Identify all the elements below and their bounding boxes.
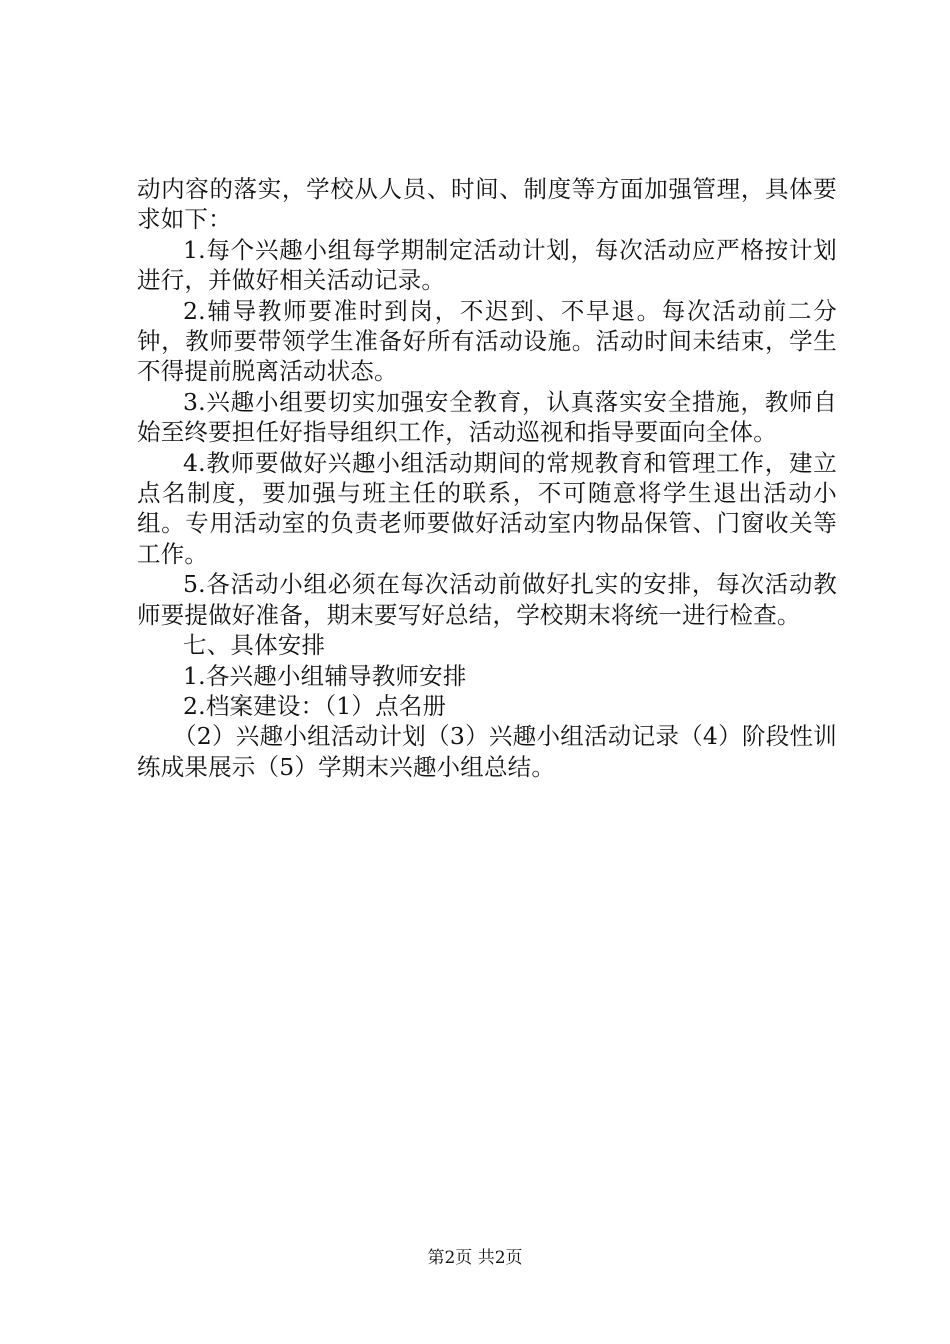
paragraph-rule-1: 1.每个兴趣小组每学期制定活动计划，每次活动应严格按计划进行，并做好相关活动记录。 (137, 235, 837, 295)
paragraph-rule-5: 5.各活动小组必须在每次活动前做好扎实的安排，每次活动教师要提做好准备，期末要写好总结，学校期末将统一进行检查。 (137, 570, 837, 629)
paragraph-intro-continuation: 动内容的落实，学校从人员、时间、制度等方面加强管理，具体要求如下： (137, 175, 837, 234)
paragraph-rule-2: 2.辅导教师要准时到岗，不迟到、不早退。每次活动前二分钟，教师要带领学生准备好所有活动设施。活动时间未结束，学生不得提前脱离活动状态。 (137, 296, 837, 386)
paragraph-rule-4: 4.教师要做好兴趣小组活动期间的常规教育和管理工作，建立点名制度，要加强与班主任的联系，不可随意将学生退出活动小组。专用活动室的负责老师要做好活动室内物品保管、门窗收关等工作。 (137, 448, 837, 568)
paragraph-rule-3: 3.兴趣小组要切实加强安全教育，认真落实安全措施，教师自始至终要担任好指导组织工作，活动巡视和指导要面向全体。 (137, 387, 837, 447)
paragraph-archive-items: （2）兴趣小组活动计划（3）兴趣小组活动记录（4）阶段性训练成果展示（5）学期末兴趣小组总结。 (137, 722, 837, 781)
page-number-footer: 第2页 共2页 (427, 1248, 523, 1268)
paragraph-arrangement-1: 1.各兴趣小组辅导教师安排 (183, 661, 467, 690)
document-body (137, 174, 837, 782)
paragraph-arrangement-2: 2.档案建设：（1）点名册 (183, 691, 447, 720)
section-heading-arrangement: 七、具体安排 (183, 631, 326, 660)
